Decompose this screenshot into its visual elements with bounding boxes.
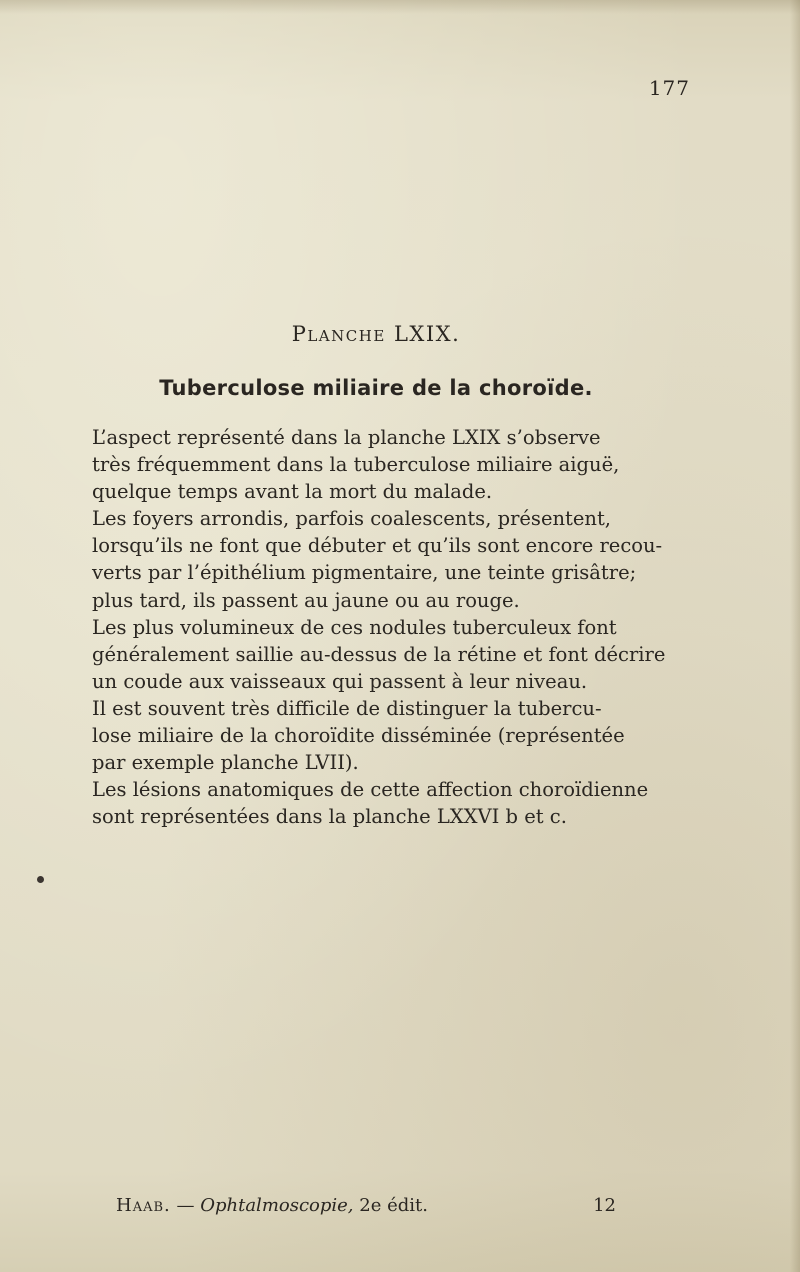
ink-speck	[37, 876, 44, 883]
plate-title: Tuberculose miliaire de la choroïde.	[159, 376, 593, 400]
paragraph-4	[72, 695, 692, 776]
footer-edition: 2e édit.	[359, 1195, 428, 1216]
text-line: verts par l’épithélium pigmentaire, une teinte grisâtre;	[92, 561, 637, 585]
text-line: sont représentées dans la planche LXXVI b et c.	[92, 805, 567, 829]
page-number: 177	[648, 76, 690, 100]
footer-author: Haab.	[116, 1195, 171, 1216]
text-line: très fréquemment dans la tuberculose miliaire aiguë,	[92, 453, 620, 477]
plate-heading: Planche LXIX.	[291, 322, 461, 346]
text-line: généralement saillie au-dessus de la rétine et font décrire	[92, 642, 666, 666]
paragraph-3	[72, 614, 692, 695]
text-line: Les foyers arrondis, parfois coalescents, présentent,	[92, 507, 612, 531]
text-line: lose miliaire de la choroïdite disséminée (représentée	[92, 724, 625, 748]
paragraph-1	[72, 424, 692, 505]
text-line: lorsqu’ils ne font que débuter et qu’ils sont encore recou-	[92, 534, 663, 558]
paragraph-2	[72, 505, 692, 613]
footer-work-title: Ophtalmoscopie,	[200, 1195, 354, 1216]
signature-mark: 12	[593, 1195, 616, 1216]
text-line: un coude aux vaisseaux qui passent à leur niveau.	[92, 669, 588, 693]
text-line: quelque temps avant la mort du malade.	[92, 480, 493, 504]
body-text	[72, 424, 692, 830]
text-line: plus tard, ils passent au jaune ou au rouge.	[92, 588, 520, 612]
page-edge-shadow-top	[0, 0, 800, 14]
page-edge-shadow-right	[790, 0, 800, 1272]
footer-dash: —	[176, 1195, 195, 1216]
paragraph-5	[72, 776, 692, 830]
footer-citation	[116, 1195, 428, 1216]
text-line: par exemple planche LVII).	[92, 751, 359, 775]
text-line: Les plus volumineux de ces nodules tuberculeux font	[92, 615, 617, 639]
text-line: Les lésions anatomiques de cette affection choroïdienne	[92, 778, 649, 802]
text-line: L’aspect représenté dans la planche LXIX s’observe	[92, 426, 601, 449]
text-line: Il est souvent très difficile de distinguer la tubercu-	[92, 696, 602, 720]
